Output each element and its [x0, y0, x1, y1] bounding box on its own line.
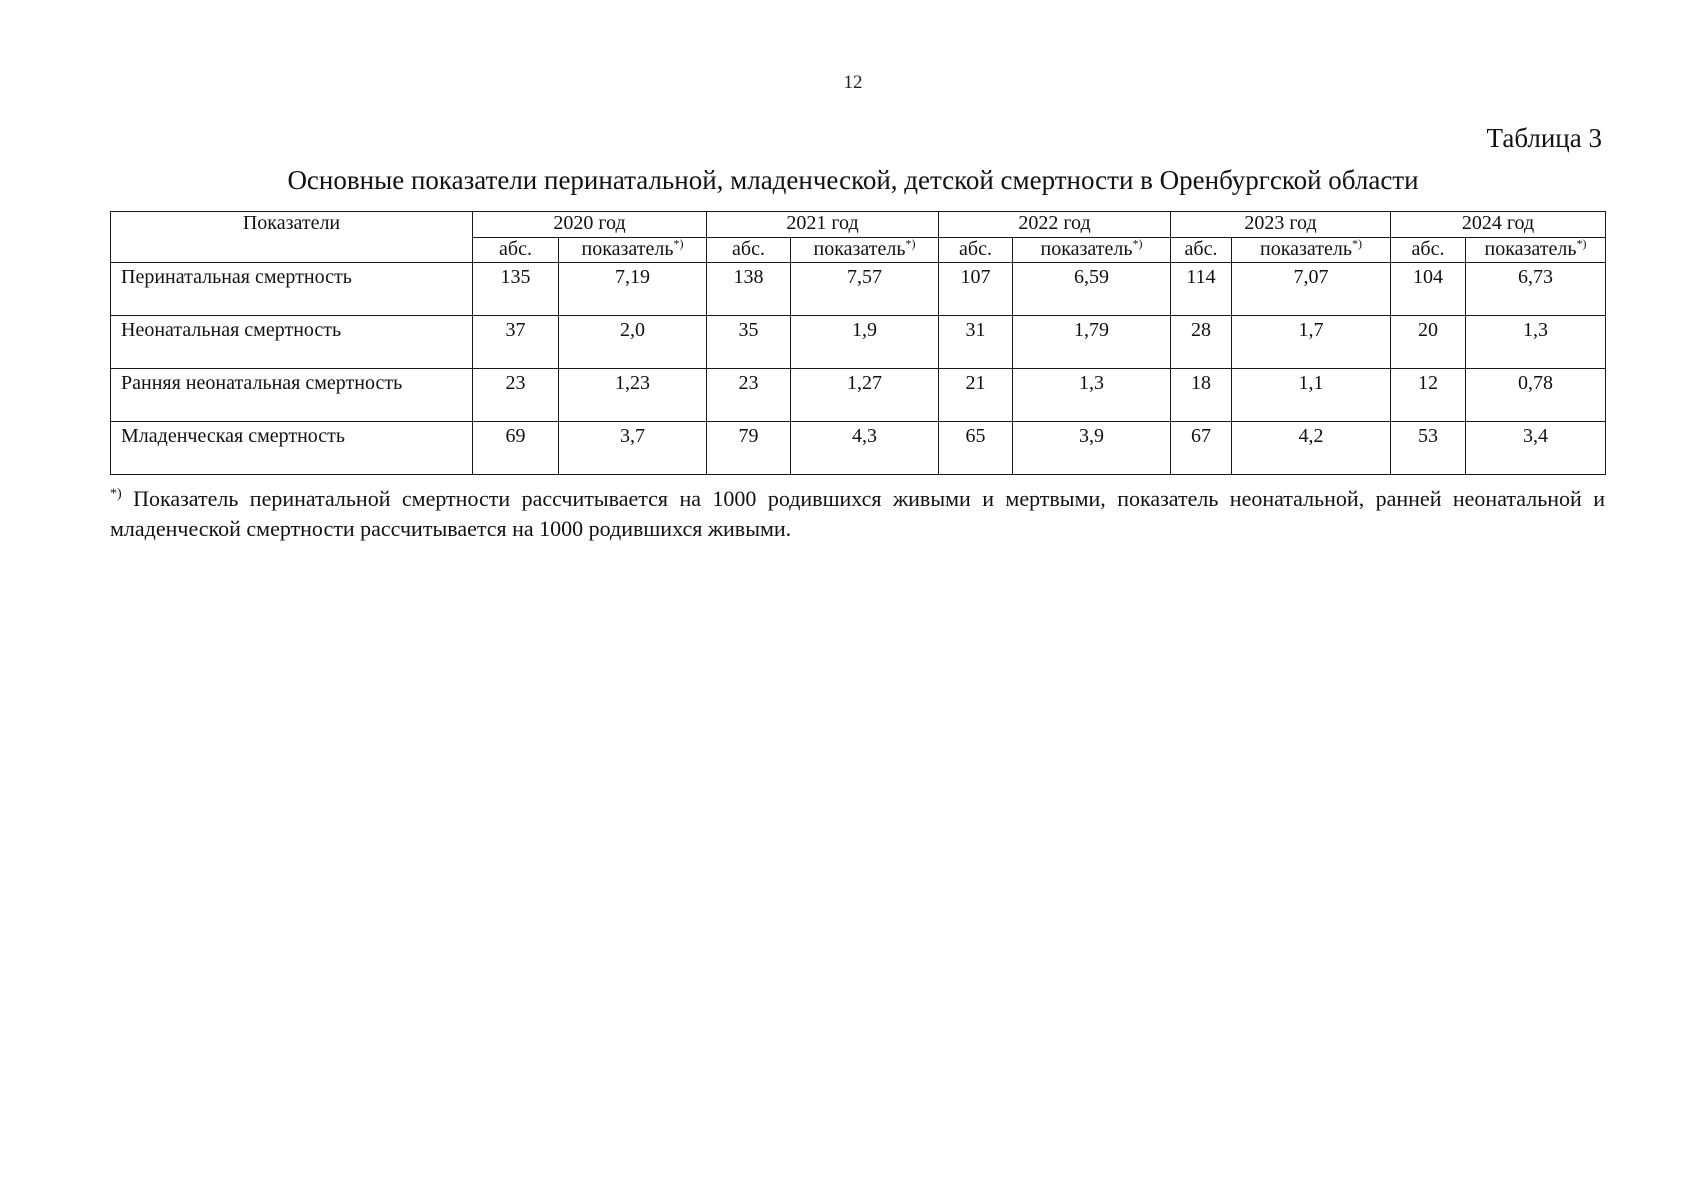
table-title: Основные показатели перинатальной, младенческой, детской смертности в Оренбургской области: [287, 165, 1419, 195]
rate-value: 7,07: [1232, 263, 1391, 316]
indicator-header: Показатели: [111, 212, 473, 263]
table-row-infant: [111, 422, 1606, 475]
rate-footnote-marker: *): [1351, 236, 1362, 251]
rate-header: [1232, 238, 1391, 263]
year-header: 2024 год: [1391, 212, 1606, 238]
rate-header: [559, 238, 707, 263]
table-row-neonatal: [111, 316, 1606, 369]
rate-footnote-marker: *): [905, 236, 916, 251]
abs-header: абс.: [939, 238, 1013, 263]
page-number: 12: [843, 72, 863, 93]
rate-value: 4,3: [791, 422, 939, 475]
abs-value: 53: [1391, 422, 1466, 475]
row-label: Младенческая смертность: [111, 422, 473, 475]
row-label: Перинатальная смертность: [111, 263, 473, 316]
rate-value: 3,4: [1466, 422, 1606, 475]
abs-value: 21: [939, 369, 1013, 422]
rate-value: 6,59: [1013, 263, 1171, 316]
rate-value: 1,7: [1232, 316, 1391, 369]
rate-header: [791, 238, 939, 263]
table-row-perinatal: [111, 263, 1606, 316]
year-header: 2021 год: [707, 212, 939, 238]
rate-value: 2,0: [559, 316, 707, 369]
rate-value: 1,27: [791, 369, 939, 422]
abs-value: 79: [707, 422, 791, 475]
abs-header: абс.: [1171, 238, 1232, 263]
table-label: Таблица 3: [1486, 123, 1602, 153]
rate-value: 3,9: [1013, 422, 1171, 475]
rate-footnote-marker: *): [1132, 236, 1143, 251]
rate-value: 1,23: [559, 369, 707, 422]
abs-header: абс.: [473, 238, 559, 263]
rate-value: 6,73: [1466, 263, 1606, 316]
year-header: 2023 год: [1171, 212, 1391, 238]
rate-value: 1,9: [791, 316, 939, 369]
abs-value: 12: [1391, 369, 1466, 422]
rate-header: [1013, 238, 1171, 263]
abs-value: 107: [939, 263, 1013, 316]
abs-value: 23: [707, 369, 791, 422]
rate-value: 1,3: [1466, 316, 1606, 369]
abs-value: 35: [707, 316, 791, 369]
abs-value: 20: [1391, 316, 1466, 369]
rate-value: 1,1: [1232, 369, 1391, 422]
abs-value: 67: [1171, 422, 1232, 475]
rate-value: 0,78: [1466, 369, 1606, 422]
abs-value: 104: [1391, 263, 1466, 316]
abs-value: 23: [473, 369, 559, 422]
mortality-table: [110, 211, 1606, 475]
rate-footnote-marker: *): [1576, 236, 1587, 251]
rate-value: 1,3: [1013, 369, 1171, 422]
rate-footnote-marker: *): [673, 236, 684, 251]
rate-header-label: показатель: [1484, 238, 1577, 260]
rate-header-label: показатель: [1040, 238, 1133, 260]
abs-header: абс.: [707, 238, 791, 263]
table-row-early-neonatal: [111, 369, 1606, 422]
rate-value: 3,7: [559, 422, 707, 475]
abs-value: 37: [473, 316, 559, 369]
abs-value: 18: [1171, 369, 1232, 422]
footnote-marker: *): [110, 486, 122, 502]
rate-header-label: показатель: [581, 238, 674, 260]
rate-header-label: показатель: [813, 238, 906, 260]
abs-value: 114: [1171, 263, 1232, 316]
abs-value: 135: [473, 263, 559, 316]
footnote: [110, 484, 1605, 544]
rate-header-label: показатель: [1260, 238, 1352, 260]
abs-value: 65: [939, 422, 1013, 475]
abs-value: 69: [473, 422, 559, 475]
rate-value: 7,19: [559, 263, 707, 316]
rate-value: 1,79: [1013, 316, 1171, 369]
year-header: 2022 год: [939, 212, 1171, 238]
header-row-years: [111, 212, 1606, 238]
abs-value: 138: [707, 263, 791, 316]
year-header: 2020 год: [473, 212, 707, 238]
abs-value: 31: [939, 316, 1013, 369]
rate-header: [1466, 238, 1606, 263]
row-label: Ранняя неонатальная смертность: [111, 369, 473, 422]
abs-header: абс.: [1391, 238, 1466, 263]
abs-value: 28: [1171, 316, 1232, 369]
row-label: Неонатальная смертность: [111, 316, 473, 369]
footnote-text: Показатель перинатальной смертности рассчитывается на 1000 родившихся живыми и мертвыми, показатель неонатальной, ранней неонатальной и младенческой смертности рассчитывается на 1000 родившихся живыми.: [110, 486, 1605, 541]
rate-value: 7,57: [791, 263, 939, 316]
rate-value: 4,2: [1232, 422, 1391, 475]
